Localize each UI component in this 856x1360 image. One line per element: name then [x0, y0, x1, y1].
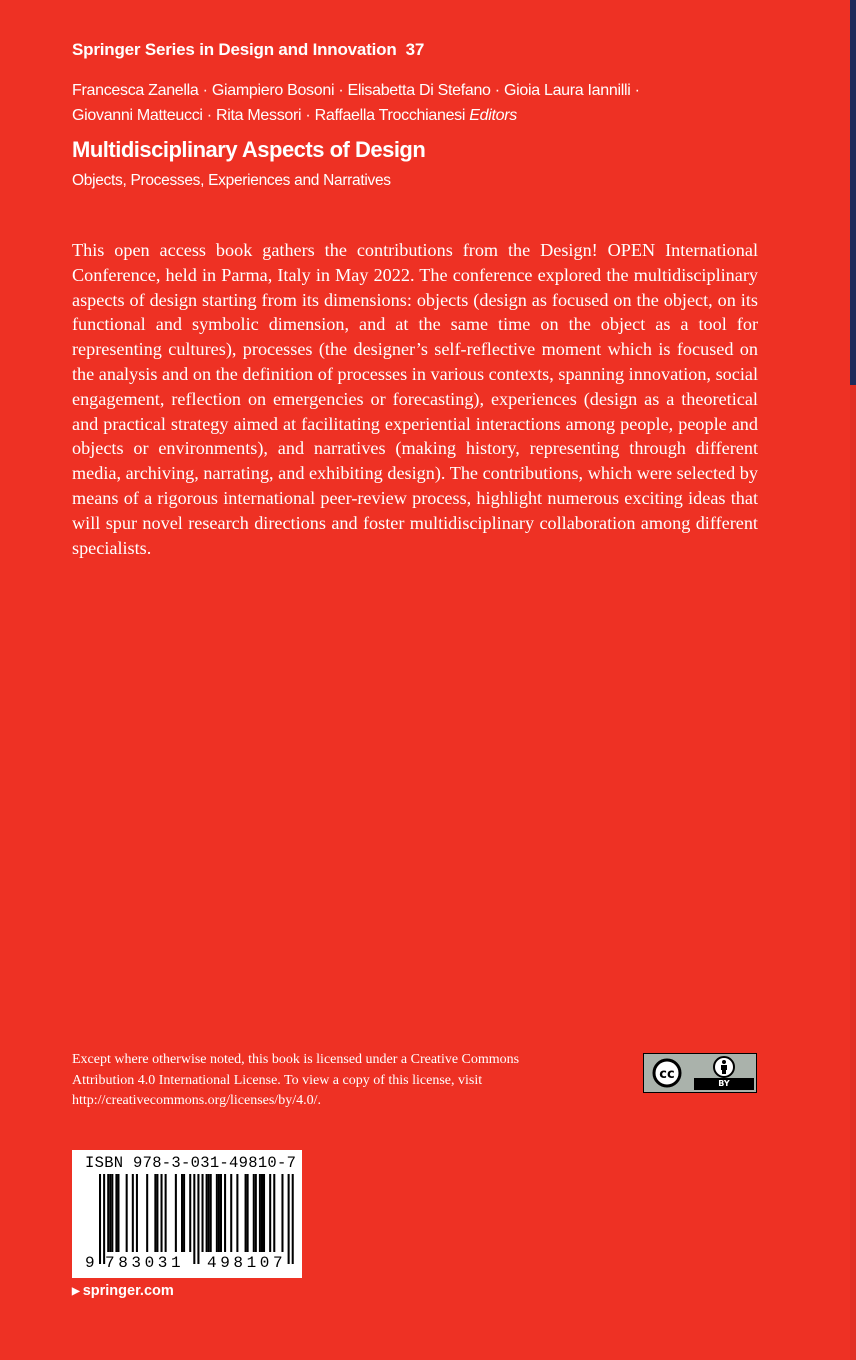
cc-icon: [647, 1057, 691, 1089]
barcode-guard-bar: [99, 1174, 101, 1264]
barcode-bar: [132, 1174, 134, 1252]
website-link[interactable]: [72, 1283, 174, 1299]
barcode-bar: [247, 1174, 249, 1252]
barcode-digit-first: 9: [85, 1254, 95, 1272]
barcode-bar: [255, 1174, 257, 1252]
spine-accent-bar: [850, 0, 856, 385]
barcode-bar: [175, 1174, 177, 1252]
license-notice: Except where otherwise noted, this book is licensed under a Creative Commons Attribution 4.0 International License. To view a copy of this license, visit http://creativecommons.org/licenses/by/4.0/.: [72, 1052, 520, 1108]
isbn-label: ISBN 978-3-031-49810-7: [85, 1154, 297, 1172]
barcode-guard-bar: [193, 1174, 195, 1264]
barcode-bar: [208, 1174, 210, 1252]
barcode-digits-right: 498107: [207, 1254, 287, 1272]
barcode-bar: [269, 1174, 271, 1252]
barcode-bar: [117, 1174, 119, 1252]
barcode-bar: [146, 1174, 148, 1252]
barcode-bar: [236, 1174, 238, 1252]
barcode-bar: [156, 1174, 158, 1252]
barcode-bar: [111, 1174, 113, 1252]
barcode-bar: [273, 1174, 275, 1252]
book-subtitle: Objects, Processes, Experiences and Narratives: [72, 172, 391, 189]
barcode-bar: [165, 1174, 167, 1252]
barcode-bar: [189, 1174, 191, 1252]
barcode-bar: [202, 1174, 204, 1252]
right-triangle-arrow-icon: ▶: [72, 1286, 80, 1297]
barcode-bar: [281, 1174, 283, 1252]
barcode-bar: [109, 1174, 111, 1252]
barcode-bar: [218, 1174, 220, 1252]
isbn-barcode: [72, 1150, 302, 1278]
editors-line-2: [72, 103, 692, 128]
barcode-bar: [224, 1174, 226, 1252]
cc-by-label: BY: [694, 1078, 754, 1090]
barcode-bar: [230, 1174, 232, 1252]
editors-line-1: Francesca Zanella · Giampiero Bosoni · Elisabetta Di Stefano · Gioia Laura Iannilli ·: [72, 82, 640, 99]
series-line: [72, 40, 424, 60]
barcode-bar: [259, 1174, 261, 1252]
barcode-bar: [161, 1174, 163, 1252]
svg-text:cc: cc: [659, 1067, 675, 1082]
editors-names: Giovanni Matteucci · Rita Messori · Raffaella Trocchianesi: [72, 107, 466, 124]
barcode-bar: [115, 1174, 117, 1252]
website-label: springer.com: [82, 1283, 174, 1299]
book-title: Multidisciplinary Aspects of Design: [72, 137, 426, 162]
barcode-digits-left: 783031: [105, 1254, 185, 1272]
series-volume: 37: [405, 40, 425, 59]
barcode-bar: [253, 1174, 255, 1252]
editors-block: [72, 78, 692, 128]
attribution-person-icon: [712, 1056, 736, 1078]
barcode-bar: [261, 1174, 263, 1252]
barcode-bar: [183, 1174, 185, 1252]
barcode-bar: [136, 1174, 138, 1252]
barcode-bar: [210, 1174, 212, 1252]
barcode-bar: [126, 1174, 128, 1252]
barcode-bar: [154, 1174, 156, 1252]
barcode-bar: [220, 1174, 222, 1252]
series-name: Springer Series in Design and Innovation: [72, 40, 397, 59]
barcode-bar: [181, 1174, 183, 1252]
book-description: This open access book gathers the contributions from the Design! OPEN International Conference, held in Parma, Italy in May 2022. The conference explored the multidisciplinary aspects of design starting from its dimensions: objects (design as focused on the object, on its functional and symbolic dimension, and at the same time on the object as a tool for representing cultures), processes (the designer’s self-reflective moment which is focused on the analysis and on the definition of processes in various contexts, spanning innovation, social engagement, reflection on emergencies or forecasting), experiences (design as a theoretical and practical strategy aimed at facilitating experiential interactions among people, people and objects or environments), and narratives (making history, representing through different media, archiving, narrating, and exhibiting design). The contributions, which were selected by means of a rigorous international peer-review process, highlight numerous exciting ideas that will spur novel research directions and foster multidisciplinary collaboration among different specialists.: [72, 240, 758, 558]
barcode-guard-bar: [197, 1174, 199, 1264]
barcode-bar: [216, 1174, 218, 1252]
barcode-bar: [206, 1174, 208, 1252]
barcode-guard-bar: [288, 1174, 290, 1264]
barcode-guard-bar: [103, 1174, 105, 1264]
editors-role: Editors: [469, 107, 517, 124]
cc-by-license-badge: [643, 1053, 757, 1093]
barcode-guard-bar: [292, 1174, 294, 1264]
barcode-bar: [263, 1174, 265, 1252]
barcode-bar: [107, 1174, 109, 1252]
barcode-bar: [245, 1174, 247, 1252]
spine-edge: [850, 0, 856, 1360]
